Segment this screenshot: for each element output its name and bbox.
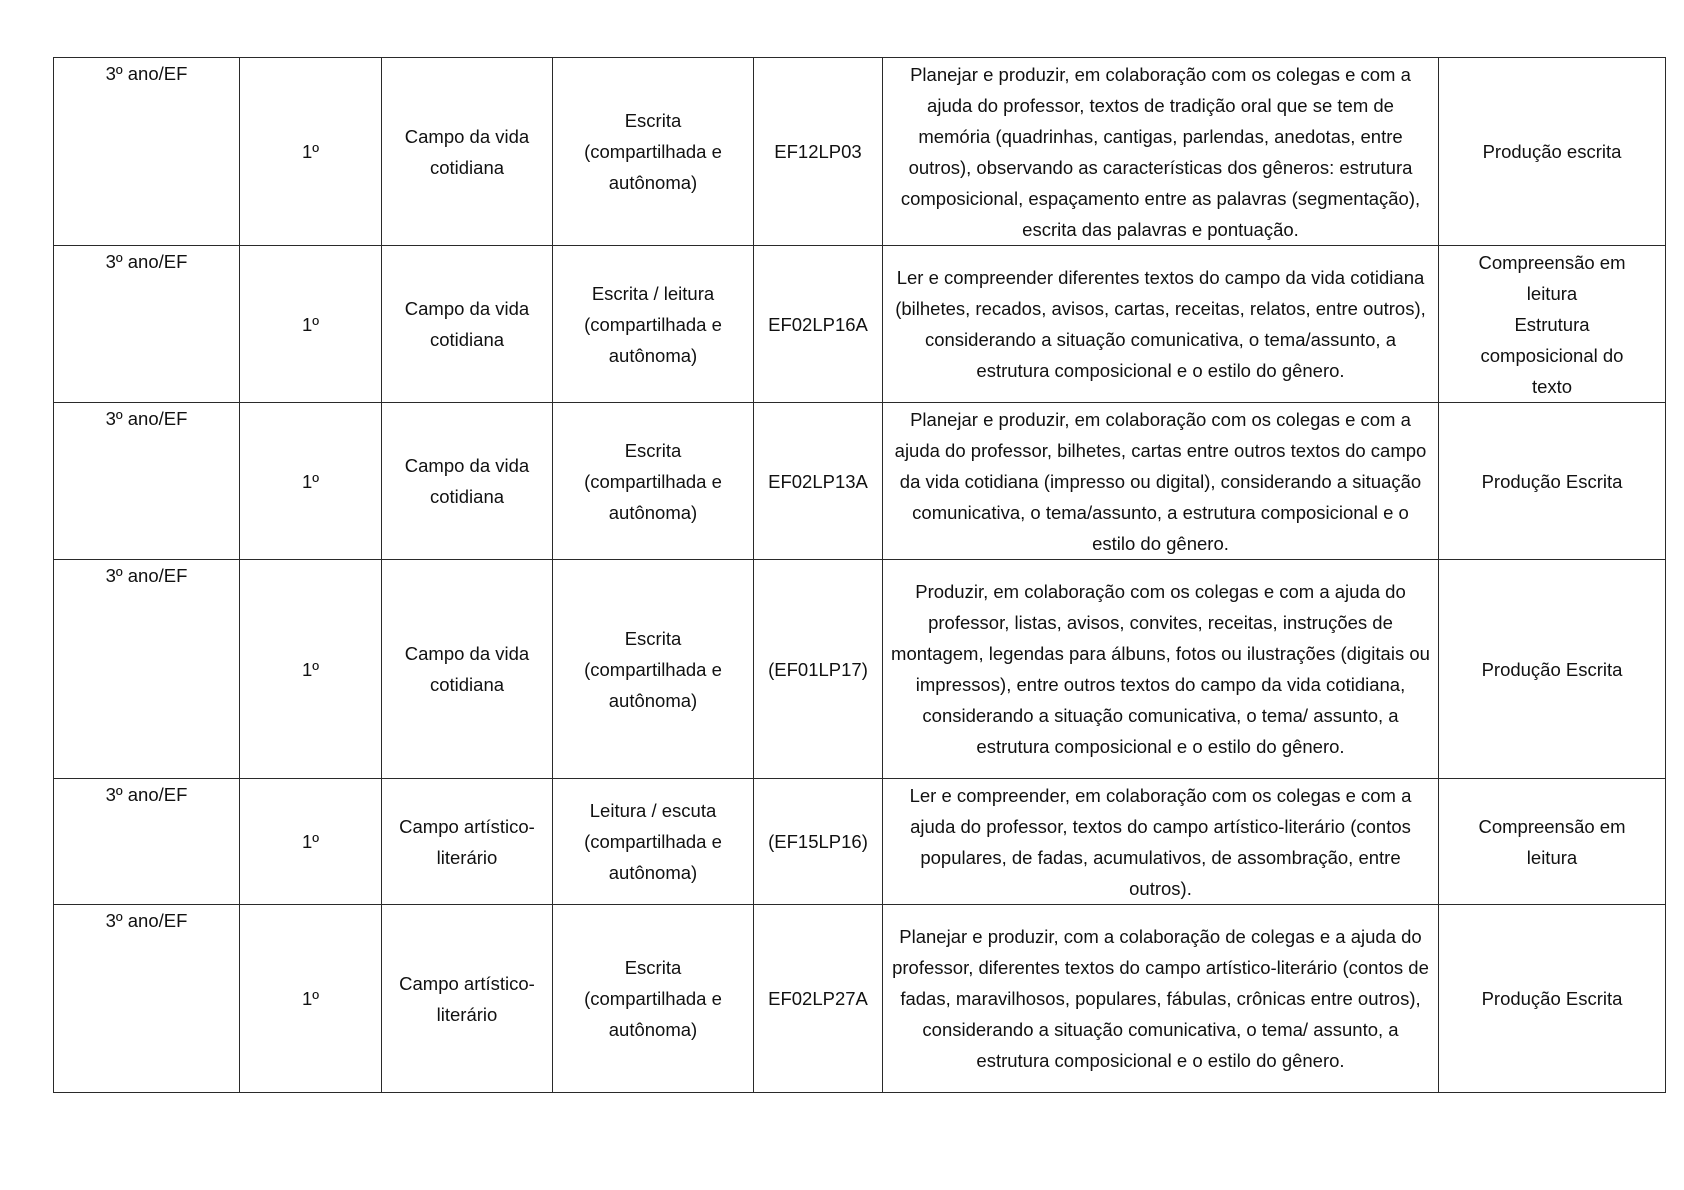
year-cell: 3º ano/EF <box>54 560 240 779</box>
practice-cell: Escrita (compartilhada e autônoma) <box>553 58 754 246</box>
practice-cell: Escrita / leitura (compartilhada e autônoma) <box>553 246 754 403</box>
term-cell: 1º <box>240 779 382 905</box>
field-cell: Campo artístico- literário <box>382 779 553 905</box>
curriculum-table <box>53 57 1666 1093</box>
skill-cell: Produzir, em colaboração com os colegas e com a ajuda do professor, listas, avisos, convites, receitas, instruções de montagem, legendas para álbuns, fotos ou ilustrações (digitais ou impressos), entre outros textos do campo da vida cotidiana, considerando a situação comunicativa, o tema/ assunto, a estrutura composicional e o estilo do gênero. <box>883 560 1439 779</box>
code-cell: (EF15LP16) <box>754 779 883 905</box>
object-cell: Produção Escrita <box>1439 403 1666 560</box>
code-cell: EF02LP13A <box>754 403 883 560</box>
field-cell: Campo artístico- literário <box>382 905 553 1093</box>
field-cell: Campo da vida cotidiana <box>382 246 553 403</box>
skill-cell: Planejar e produzir, com a colaboração de colegas e a ajuda do professor, diferentes textos do campo artístico-literário (contos de fadas, maravilhosos, populares, fábulas, crônicas entre outros), considerando a situação comunicativa, o tema/ assunto, a estrutura composicional e o estilo do gênero. <box>883 905 1439 1093</box>
practice-cell: Escrita (compartilhada e autônoma) <box>553 560 754 779</box>
skill-cell: Ler e compreender diferentes textos do campo da vida cotidiana (bilhetes, recados, avisos, cartas, receitas, relatos, entre outros), considerando a situação comunicativa, o tema/assunto, a estrutura composicional e o estilo do gênero. <box>883 246 1439 403</box>
field-cell: Campo da vida cotidiana <box>382 58 553 246</box>
code-cell: EF12LP03 <box>754 58 883 246</box>
term-cell: 1º <box>240 403 382 560</box>
year-cell: 3º ano/EF <box>54 58 240 246</box>
year-cell: 3º ano/EF <box>54 905 240 1093</box>
term-cell: 1º <box>240 905 382 1093</box>
table-row <box>54 905 1666 1093</box>
practice-cell: Escrita (compartilhada e autônoma) <box>553 905 754 1093</box>
object-cell: Compreensão em leitura Estrutura composicional do texto <box>1439 246 1666 403</box>
skill-cell: Planejar e produzir, em colaboração com os colegas e com a ajuda do professor, bilhetes, cartas entre outros textos do campo da vida cotidiana (impresso ou digital), considerando a situação comunicativa, o tema/assunto, a estrutura composicional e o estilo do gênero. <box>883 403 1439 560</box>
object-cell: Compreensão em leitura <box>1439 779 1666 905</box>
code-cell: EF02LP16A <box>754 246 883 403</box>
code-cell: (EF01LP17) <box>754 560 883 779</box>
year-cell: 3º ano/EF <box>54 403 240 560</box>
term-cell: 1º <box>240 58 382 246</box>
term-cell: 1º <box>240 560 382 779</box>
year-cell: 3º ano/EF <box>54 246 240 403</box>
skill-cell: Ler e compreender, em colaboração com os colegas e com a ajuda do professor, textos do campo artístico-literário (contos populares, de fadas, acumulativos, de assombração, entre outros). <box>883 779 1439 905</box>
table-row <box>54 246 1666 403</box>
field-cell: Campo da vida cotidiana <box>382 403 553 560</box>
practice-cell: Leitura / escuta (compartilhada e autônoma) <box>553 779 754 905</box>
field-cell: Campo da vida cotidiana <box>382 560 553 779</box>
object-cell: Produção Escrita <box>1439 905 1666 1093</box>
term-cell: 1º <box>240 246 382 403</box>
object-cell: Produção Escrita <box>1439 560 1666 779</box>
practice-cell: Escrita (compartilhada e autônoma) <box>553 403 754 560</box>
code-cell: EF02LP27A <box>754 905 883 1093</box>
object-cell: Produção escrita <box>1439 58 1666 246</box>
table-row <box>54 58 1666 246</box>
table-row <box>54 403 1666 560</box>
table-row <box>54 560 1666 779</box>
year-cell: 3º ano/EF <box>54 779 240 905</box>
skill-cell: Planejar e produzir, em colaboração com os colegas e com a ajuda do professor, textos de tradição oral que se tem de memória (quadrinhas, cantigas, parlendas, anedotas, entre outros), observando as características dos gêneros: estrutura composicional, espaçamento entre as palavras (segmentação), escrita das palavras e pontuação. <box>883 58 1439 246</box>
table-row <box>54 779 1666 905</box>
